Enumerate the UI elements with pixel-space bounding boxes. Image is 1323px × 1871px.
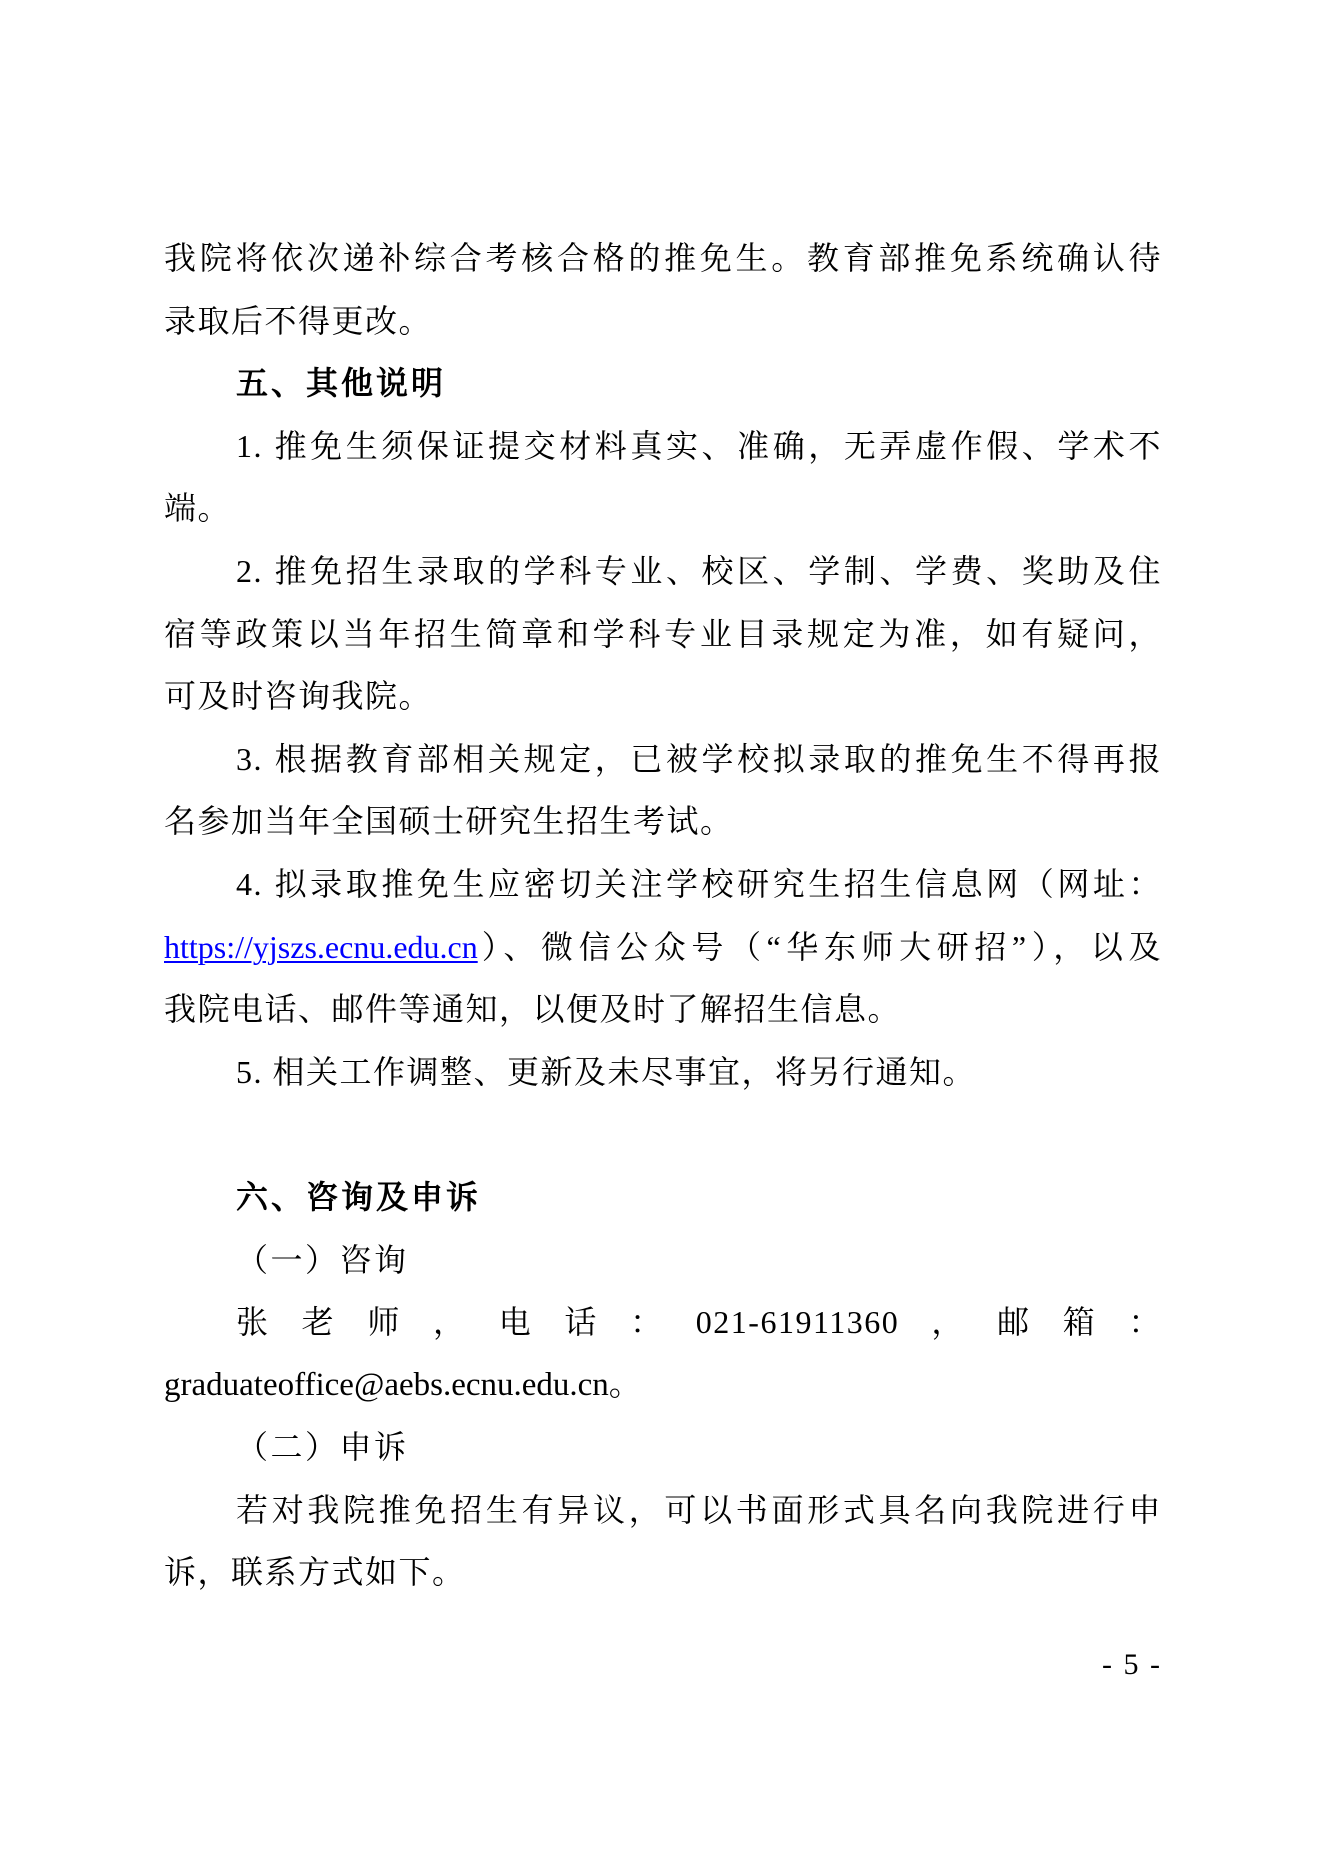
paragraph-line: 2. 推免招生录取的学科专业、校区、学制、学费、奖助及住	[236, 552, 1162, 589]
paragraph-line: 名参加当年全国硕士研究生招生考试。	[164, 803, 734, 840]
paragraph-line: 我院将依次递补综合考核合格的推免生。教育部推免系统确认待	[164, 240, 1162, 276]
admissions-website-link[interactable]: https://yjszs.ecnu.edu.cn	[164, 928, 478, 965]
appeal-paragraph	[164, 1479, 1162, 1604]
page-number: - 5 -	[1102, 1648, 1162, 1681]
note-item-3	[164, 728, 1162, 853]
paragraph-line: 宿等政策以当年招生简章和学科专业目录规定为准，如有疑问，	[164, 615, 1162, 652]
contact-line: 张老师，电话：021-61911360，邮箱：	[236, 1304, 1162, 1341]
contact-email: graduateoffice@aebs.ecnu.edu.cn。	[164, 1366, 642, 1403]
paragraph-line: 我院电话、邮件等通知，以便及时了解招生信息。	[164, 991, 902, 1028]
paragraph-line: 诉，联系方式如下。	[164, 1554, 466, 1591]
paragraph-line: 端。	[164, 490, 232, 527]
continuation-paragraph	[164, 227, 1162, 352]
document-body	[164, 227, 1162, 1604]
subsection-title-appeal: （二）申诉	[236, 1429, 409, 1466]
note-item-5	[164, 1041, 1162, 1104]
paragraph-line: 若对我院推免招生有异议，可以书面形式具名向我院进行申	[236, 1491, 1162, 1528]
paragraph-line: 录取后不得更改。	[164, 302, 433, 339]
subsection-title-consult: （一）咨询	[236, 1241, 409, 1278]
note-item-1	[164, 415, 1162, 540]
consult-contact	[164, 1291, 1162, 1416]
paragraph-line: 可及时咨询我院。	[164, 678, 433, 715]
paragraph-line: 4. 拟录取推免生应密切关注学校研究生招生信息网（网址：	[236, 865, 1162, 902]
note-item-4	[164, 853, 1162, 1041]
paragraph-line	[164, 916, 1162, 979]
paragraph-line: 5. 相关工作调整、更新及未尽事宜，将另行通知。	[236, 1053, 977, 1090]
note-item-2	[164, 540, 1162, 728]
section-heading-other-notes: 五、其他说明	[236, 365, 447, 402]
section-heading-consult-appeal: 六、咨询及申诉	[236, 1178, 482, 1215]
paragraph-line: 3. 根据教育部相关规定，已被学校拟录取的推免生不得再报	[236, 740, 1162, 777]
section-gap	[164, 1103, 1162, 1166]
paragraph-line-text: ）、微信公众号（“华东师大研招”），以及	[477, 928, 1162, 965]
paragraph-line: 1. 推免生须保证提交材料真实、准确，无弄虚作假、学术不	[236, 427, 1162, 464]
